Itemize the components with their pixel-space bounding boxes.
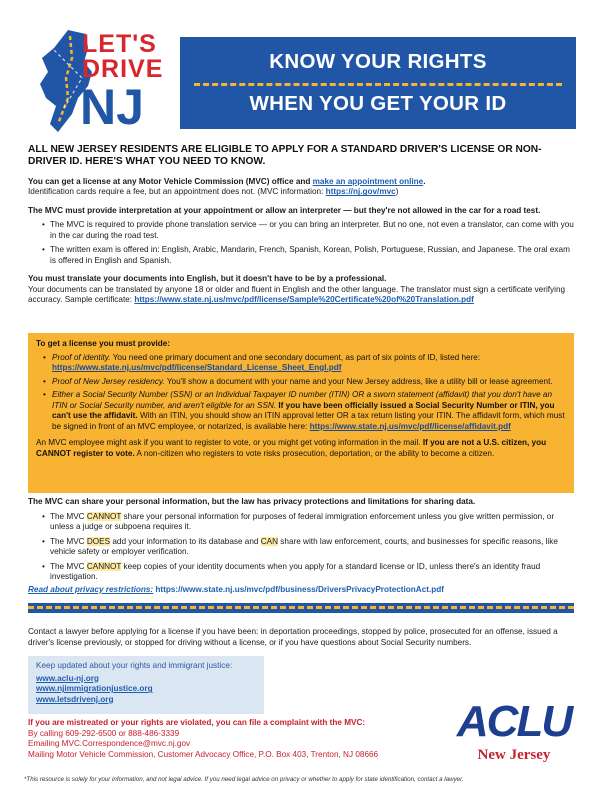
section-divider-dash [28, 606, 574, 609]
logo-nj: NJ [80, 79, 144, 135]
page-headline: ALL NEW JERSEY RESIDENTS ARE ELIGIBLE TO APPLY FOR A STANDARD DRIVER'S LICENSE OR NON-DRIVER ID. HERE'S WHAT YOU NEED TO KNOW. [28, 144, 542, 168]
section-appointment [28, 177, 574, 198]
privacy-bullet-3 [28, 562, 574, 583]
updates-box [28, 656, 264, 714]
interpretation-bullet-1: • The MVC is required to provide phone translation service — or you can bring an interpreter. But no one, not even a translator, can come with you in the car during the road test. [28, 220, 574, 241]
lawyer-note: Contact a lawyer before applying for a license if you have been: in deportation proceedings, stopped by police, prosecuted for an offense, issued a driver's license previously, or stopped for driving without a license, or if you have questions about Social Security numbers. [28, 627, 558, 647]
privacy-act-link[interactable]: https://www.state.nj.us/mvc/pdf/business/DriversPrivacyProtectionAct.pdf [153, 584, 445, 594]
section-interpretation [28, 206, 574, 267]
translation-certificate-link[interactable]: https://www.state.nj.us/mvc/pdf/license/Sample%20Certificate%20of%20Translation.pdf [134, 295, 474, 305]
appointment-text-end: ) [395, 187, 399, 197]
privacy-does-highlight: DOES [86, 536, 111, 546]
privacy-can-highlight: CAN [260, 536, 279, 546]
appointment-link[interactable]: make an appointment online [312, 176, 424, 186]
privacy-cannot-highlight-2: CANNOT [86, 561, 122, 571]
residency-label: Proof of New Jersey residency. [52, 376, 165, 386]
section-privacy [28, 497, 574, 595]
privacy-heading: The MVC can share your personal information, but the law has privacy protections and limitations for sharing data. [28, 497, 476, 506]
aclu-logo [452, 697, 576, 770]
voting-end: A non-citizen who registers to vote risks prosecution, deportation, or the ability to become a citizen. [134, 448, 495, 458]
requirement-ssn [36, 390, 566, 432]
title-banner [180, 37, 576, 129]
lets-drive-nj-link[interactable]: www.letsdrivenj.org [36, 694, 114, 704]
privacy-b1-post: share your personal information for purposes of federal immigration enforcement unless you give written permission, or unless a judge or subpoena requires it. [50, 511, 555, 531]
title-line-1: KNOW YOUR RIGHTS [269, 50, 487, 73]
ssn-text: With an ITIN, you should show an ITIN approval letter OR a tax return listing your ITIN. The affidavit form, which must be signed in front of an MVC employee, or notarized, is available here: [52, 411, 565, 431]
license-requirements-box [28, 333, 574, 493]
section-translation [28, 274, 574, 306]
aclu-nj-link[interactable]: www.aclu-nj.org [36, 673, 99, 683]
voting-text: An MVC employee might ask if you want to register to vote, or you might get voting information in the mail. [36, 438, 423, 447]
complaint-phone: By calling 609-292-6500 or 888-486-3339 [28, 728, 180, 738]
ssn-italic: Either a Social Security Number (SSN) or an Individual Taxpayer ID number (ITIN) OR a sworn statement (affidavit) that you don't have an ITIN or Social Security number, and aren't eligible for an SSN. [52, 390, 553, 410]
privacy-b3-post: keep copies of your identity documents when you apply for a standard license or ID, unless there's an identity fraud investigation. [50, 561, 541, 581]
interpretation-heading: The MVC must provide interpretation at your appointment or allow an interpreter — but they're not allowed in the car for a road test. [28, 205, 541, 215]
privacy-b2-pre: The MVC [50, 536, 87, 546]
requirement-identity [36, 353, 566, 374]
voting-bold: If you are not a U.S. citizen, you CANNOT register to vote. [36, 438, 547, 458]
updates-heading: Keep updated about your rights and immigrant justice: [36, 661, 233, 670]
immigration-justice-link[interactable]: www.njimmigrationjustice.org [36, 684, 153, 694]
identity-link[interactable]: https://www.state.nj.us/mvc/pdf/license/Standard_License_Sheet_Engl.pdf [52, 363, 342, 372]
appointment-lead-end: . [423, 176, 426, 186]
complaint-mail: Mailing Motor Vehicle Commission, Customer Advocacy Office, P.O. Box 403, Trenton, NJ 08666 [28, 749, 379, 759]
lets-drive-nj-logo [28, 28, 174, 138]
complaint-email: Emailing MVC.Correspondence@mvc.nj.gov [28, 739, 191, 748]
logo-lets: LET'S [82, 30, 157, 58]
intro-sections [28, 144, 574, 306]
privacy-read-label[interactable]: Read about privacy restrictions: [28, 584, 154, 594]
complaint-heading: If you are mistreated or your rights are violated, you can file a complaint with the MVC: [28, 718, 366, 727]
requirements-heading: To get a license you must provide: [36, 339, 171, 348]
identity-text: You need one primary document and one secondary document, as part of six points of ID, listed here: [110, 352, 481, 362]
privacy-b3-pre: The MVC [50, 561, 87, 571]
translation-heading: You must translate your documents into English, but it doesn't have to be by a professional. [28, 274, 387, 284]
privacy-b1-pre: The MVC [50, 511, 87, 521]
complaint-section [28, 718, 428, 760]
appointment-text: Identification cards require a fee, but an appointment does not. (MVC information: [28, 187, 326, 197]
title-line-2: WHEN YOU GET YOUR ID [249, 92, 507, 115]
translation-text: Your documents can be translated by anyone 18 or older and fluent in English and the other language. The translator must sign a certificate verifying accuracy. Sample certificate: [28, 284, 566, 305]
requirement-residency [36, 377, 566, 388]
aclu-state: New Jersey [477, 747, 551, 763]
privacy-b2-mid: add your information to its database and [110, 536, 261, 546]
affidavit-link[interactable]: https://www.state.nj.us/mvc/pdf/license/affidavit.pdf [309, 421, 511, 431]
aclu-wordmark: ACLU [456, 697, 572, 746]
logo-drive: DRIVE [82, 55, 164, 83]
identity-label: Proof of identity. [52, 352, 111, 362]
privacy-bullet-2 [28, 537, 574, 558]
title-divider [194, 83, 562, 86]
ssn-bold: If you have been officially issued a Social Security Number or ITIN, you can't use the affidavit. [52, 400, 555, 420]
mvc-info-link[interactable]: https://nj.gov/mvc [325, 187, 396, 197]
privacy-bullet-1 [28, 512, 574, 533]
privacy-cannot-highlight: CANNOT [86, 511, 122, 521]
voting-note [36, 438, 566, 459]
privacy-b2-post: share with law enforcement, courts, and businesses for specific reasons, like vehicle safety or employer verification. [50, 536, 558, 556]
footnote: *This resource is solely for your information, and not legal advice. If you need legal advice on privacy or whether to apply for state identification, contact a lawyer. [24, 776, 464, 783]
residency-text: You'll show a document with your name and your New Jersey address, like a utility bill or lease agreement. [164, 376, 553, 386]
interpretation-bullet-2: • The written exam is offered in: English, Arabic, Mandarin, French, Spanish, Korean, Polish, Portuguese, Russian, and Japanese. The oral exam is offered in English and Spanish. [28, 245, 574, 266]
appointment-lead: You can get a license at any Motor Vehicle Commission (MVC) office and [28, 176, 313, 186]
